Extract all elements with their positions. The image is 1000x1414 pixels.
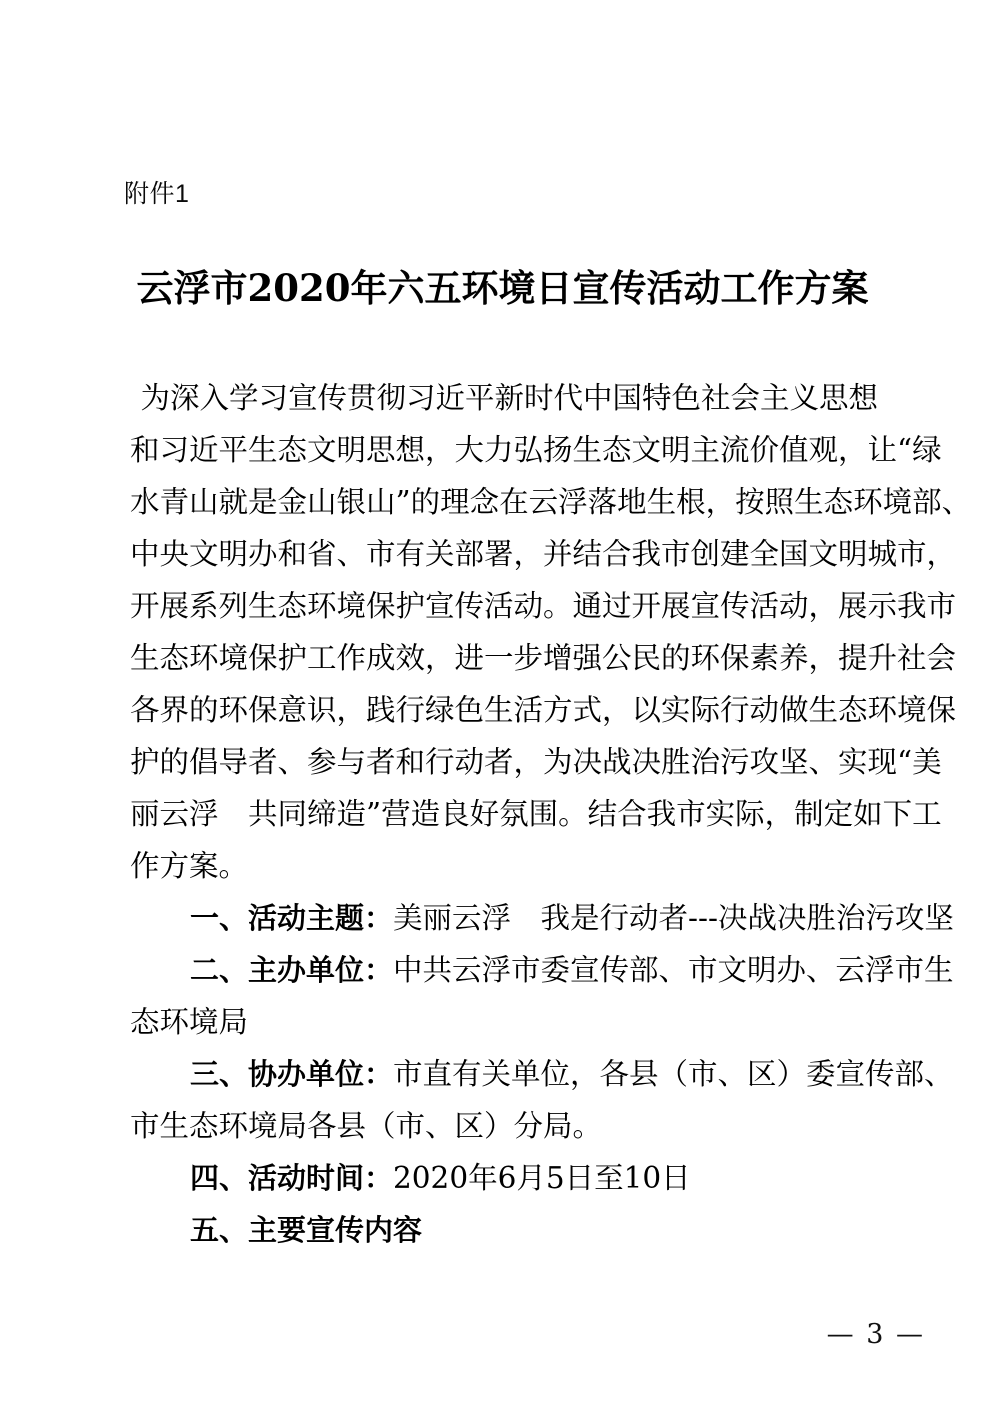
paragraph-line	[130, 788, 942, 840]
section-heading: 二、主办单位：	[190, 955, 394, 987]
opening-paragraph	[130, 372, 972, 892]
section-heading: 五、主要宣传内容	[190, 1215, 423, 1247]
document-body	[130, 372, 972, 1256]
page-title: 云浮市2020年六五环境日宣传活动工作方案	[136, 266, 869, 310]
section-line	[130, 1152, 878, 1204]
section-line	[130, 892, 954, 944]
paragraph-line-text: 作方案。	[130, 849, 249, 883]
paragraph-line	[130, 580, 957, 632]
section-heading: 一、活动主题：	[190, 903, 394, 935]
section-content-continued: 态环境局	[130, 1005, 249, 1039]
paragraph-line-text: 护的倡导者、参与者和行动者，为决战决胜治污攻坚、实现“美	[130, 745, 942, 779]
section-line	[130, 1204, 878, 1256]
paragraph-line	[130, 840, 878, 892]
section-line	[130, 1048, 954, 1100]
section-content: 美丽云浮 我是行动者---决战决胜治污攻坚	[393, 901, 954, 935]
paragraph-line	[130, 528, 957, 580]
paragraph-line-text: 水青山就是金山银山”的理念在云浮落地生根，按照生态环境部、	[130, 485, 972, 519]
section-heading: 四、活动时间：	[190, 1163, 394, 1195]
paragraph-line	[130, 736, 942, 788]
section-line	[130, 1100, 878, 1152]
section-content-continued: 市生态环境局各县（市、区）分局。	[130, 1109, 603, 1143]
paragraph-line-text: 中央文明办和省、市有关部署，并结合我市创建全国文明城市，	[130, 537, 957, 571]
paragraph-line	[130, 632, 957, 684]
paragraph-line-text: 和习近平生态文明思想，大力弘扬生态文明主流价值观，让“绿	[130, 433, 942, 467]
paragraph-line	[130, 684, 957, 736]
section-heading: 三、协办单位：	[190, 1059, 394, 1091]
paragraph-line-text: 各界的环保意识，践行绿色生活方式，以实际行动做生态环境保	[130, 693, 957, 727]
paragraph-line-text: 为深入学习宣传贯彻习近平新时代中国特色社会主义思想	[140, 381, 878, 415]
first-line-indent	[130, 372, 140, 424]
section-activity-theme	[130, 892, 954, 944]
section-content: 市直有关单位，各县（市、区）委宣传部、	[393, 1057, 954, 1091]
paragraph-line-text: 开展系列生态环境保护宣传活动。通过开展宣传活动，展示我市	[130, 589, 957, 623]
page-number: — 3 —	[826, 1319, 925, 1350]
section-content: 中共云浮市委宣传部、市文明办、云浮市生	[393, 953, 954, 987]
section-line	[130, 996, 878, 1048]
attachment-label: 附件1	[124, 180, 190, 208]
section-activity-time	[130, 1152, 878, 1204]
section-main-content	[130, 1204, 878, 1256]
section-content: 2020年6月5日至10日	[393, 1161, 691, 1195]
paragraph-line	[130, 372, 878, 424]
paragraph-line-text: 丽云浮 共同缔造”营造良好氛围。结合我市实际，制定如下工	[130, 797, 942, 831]
paragraph-line	[130, 424, 942, 476]
section-co-organizers	[130, 1048, 954, 1152]
paragraph-line	[130, 476, 972, 528]
section-organizers	[130, 944, 954, 1048]
paragraph-line-text: 生态环境保护工作成效，进一步增强公民的环保素养，提升社会	[130, 641, 957, 675]
section-line	[130, 944, 954, 996]
